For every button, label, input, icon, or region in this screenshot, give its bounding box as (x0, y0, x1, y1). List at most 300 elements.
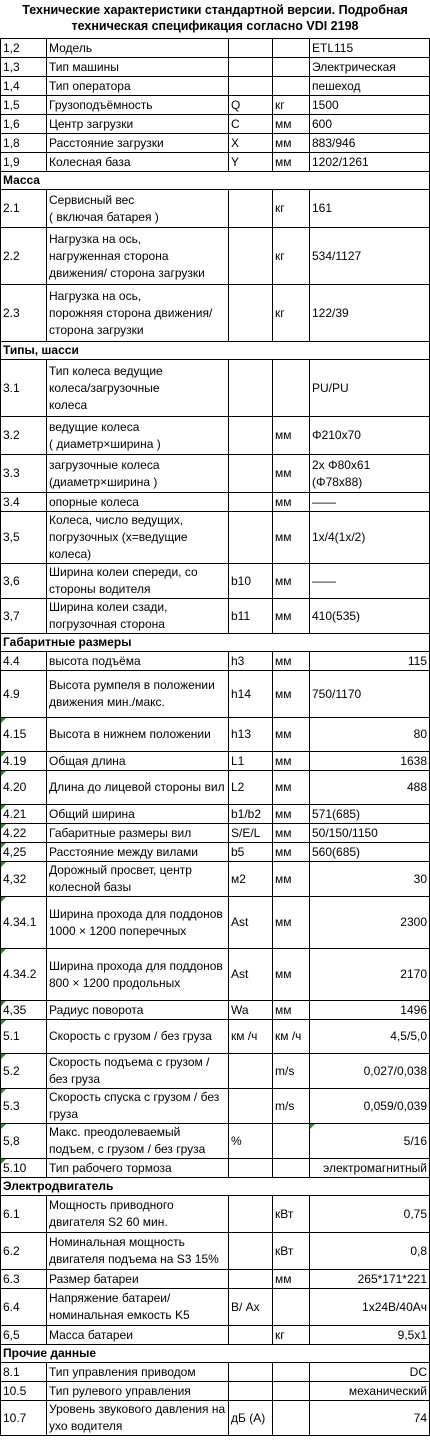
parameter-line: ( включая батарея ) (49, 209, 159, 224)
row-value (310, 1054, 430, 1089)
row-number: 1,3 (1, 58, 47, 77)
row-parameter (47, 1326, 229, 1345)
parameter-line: Напряжение батареи/ номинальная емкость K5 (49, 1291, 190, 1322)
parameter-line: Нагрузка на ось, (49, 288, 142, 303)
row-value (310, 771, 430, 805)
row-number: 6.3 (1, 1270, 47, 1289)
table-row (1, 58, 430, 77)
section-row (1, 342, 430, 360)
value-line: 1x/4(1x/2) (312, 530, 366, 544)
parameter-line: Модель (49, 40, 93, 55)
parameter-line: ведущие колеса (49, 419, 140, 434)
row-symbol (229, 455, 273, 493)
row-symbol (229, 360, 273, 417)
row-unit: кВт (273, 1233, 310, 1270)
table-row (1, 564, 430, 599)
row-parameter (47, 1020, 229, 1054)
parameter-line: Размер батареи (49, 1271, 139, 1286)
parameter-line: колеса (49, 397, 88, 412)
row-parameter (47, 96, 229, 115)
parameter-line: Скорость подъема с грузом / без груза (49, 1055, 210, 1086)
value-line: (Φ78x88) (312, 474, 363, 489)
row-unit: мм (273, 805, 310, 824)
row-number: 1,9 (1, 153, 47, 172)
table-row (1, 1196, 430, 1233)
row-value (310, 718, 430, 752)
row-symbol: h3 (229, 652, 273, 671)
value-line: 115 (407, 653, 427, 668)
parameter-line: Тип рулевого управления (49, 1383, 191, 1398)
table-row (1, 493, 430, 512)
section-heading: Габаритные размеры (1, 634, 430, 652)
row-unit (273, 1401, 310, 1436)
row-number: 10.5 (1, 1382, 47, 1401)
row-value (310, 671, 430, 718)
spec-table (0, 38, 430, 1436)
parameter-line: нагруженная сторона (49, 248, 169, 263)
row-unit (273, 39, 310, 58)
parameter-line: Длина до лицевой стороны вил (49, 780, 225, 794)
parameter-line: Тип управления приводом (49, 1364, 196, 1379)
row-value (310, 417, 430, 455)
value-line: 30 (413, 871, 427, 886)
section-heading: Масса (1, 172, 430, 190)
row-symbol: S/E/L (229, 824, 273, 843)
table-row (1, 752, 430, 771)
row-number: 6.1 (1, 1196, 47, 1233)
row-unit: мм (273, 1270, 310, 1289)
table-row (1, 1401, 430, 1436)
row-symbol (229, 77, 273, 96)
row-number: 4,35 (1, 1001, 47, 1020)
row-value (310, 1196, 430, 1233)
row-number: 5.1 (1, 1020, 47, 1054)
row-parameter (47, 153, 229, 172)
parameter-line: движения/ сторона загрузки (49, 265, 205, 280)
row-unit: мм (273, 564, 310, 599)
table-row (1, 153, 430, 172)
table-row (1, 949, 430, 1001)
parameter-line: Сервисный вес (49, 192, 135, 207)
table-row (1, 1382, 430, 1401)
row-parameter (47, 417, 229, 455)
table-row (1, 599, 430, 634)
table-row (1, 652, 430, 671)
row-symbol: X (229, 134, 273, 153)
row-value (310, 752, 430, 771)
row-value (310, 1401, 430, 1436)
row-unit: мм (273, 862, 310, 897)
table-row (1, 718, 430, 752)
row-unit: мм (273, 824, 310, 843)
row-symbol (229, 1196, 273, 1233)
value-line: электромагнитный (323, 1160, 427, 1175)
row-unit: мм (273, 671, 310, 718)
table-row (1, 455, 430, 493)
row-symbol: L2 (229, 771, 273, 805)
table-row (1, 1326, 430, 1345)
row-number: 5.10 (1, 1159, 47, 1178)
row-parameter (47, 1289, 229, 1326)
row-value (310, 652, 430, 671)
row-number: 2.3 (1, 285, 47, 342)
table-row (1, 77, 430, 96)
row-number: 10.7 (1, 1401, 47, 1436)
row-number: 6,5 (1, 1326, 47, 1345)
row-symbol: В/ Ах (229, 1289, 273, 1326)
value-line: Электрическая (312, 59, 396, 74)
row-value (310, 564, 430, 599)
row-symbol: h14 (229, 671, 273, 718)
row-number: 3.2 (1, 417, 47, 455)
parameter-line: (диаметр×ширина ) (49, 474, 158, 489)
parameter-line: Скорость с грузом / без груза (49, 1029, 212, 1043)
value-line: 488 (406, 780, 427, 794)
row-value (310, 153, 430, 172)
row-symbol: Q (229, 96, 273, 115)
row-unit: мм (273, 843, 310, 862)
table-row (1, 190, 430, 228)
table-row (1, 1001, 430, 1020)
row-unit: кг (273, 1326, 310, 1345)
row-value (310, 599, 430, 634)
row-symbol: h13 (229, 718, 273, 752)
row-unit: кг (273, 285, 310, 342)
row-number: 4.22 (1, 824, 47, 843)
row-symbol: b11 (229, 599, 273, 634)
parameter-line: Общий ширина (49, 806, 135, 821)
value-line: 2300 (400, 915, 427, 929)
table-row (1, 897, 430, 949)
row-unit (273, 1382, 310, 1401)
row-value (310, 949, 430, 1001)
parameter-line: Ширина прохода для поддонов 1000 × 1200 поперечных (49, 906, 223, 938)
row-number: 4.15 (1, 718, 47, 752)
row-parameter (47, 134, 229, 153)
row-unit: мм (273, 652, 310, 671)
parameter-line: Высота в нижнем положении (49, 727, 211, 741)
row-symbol (229, 39, 273, 58)
row-symbol (229, 58, 273, 77)
table-row (1, 1124, 430, 1159)
row-unit (273, 1289, 310, 1326)
row-symbol: C (229, 115, 273, 134)
row-parameter (47, 599, 229, 634)
table-row (1, 360, 430, 417)
table-row (1, 1363, 430, 1382)
row-value (310, 862, 430, 897)
table-row (1, 512, 430, 564)
value-line: 122/39 (312, 305, 349, 320)
row-unit: мм (273, 512, 310, 564)
row-symbol (229, 285, 273, 342)
value-line: 750/1170 (312, 686, 362, 701)
row-unit: m/s (273, 1089, 310, 1124)
row-value (310, 1326, 430, 1345)
row-number: 3,7 (1, 599, 47, 634)
row-unit: км /ч (273, 1020, 310, 1054)
row-number: 6.2 (1, 1233, 47, 1270)
parameter-line: Мощность приводного двигателя S2 60 мин. (49, 1198, 174, 1229)
row-unit: мм (273, 134, 310, 153)
value-line: 410(535) (312, 608, 361, 623)
row-unit: кВт (273, 1196, 310, 1233)
row-parameter (47, 1089, 229, 1124)
row-number: 3,5 (1, 512, 47, 564)
row-parameter (47, 1001, 229, 1020)
row-number: 3,6 (1, 564, 47, 599)
row-symbol: b1/b2 (229, 805, 273, 824)
row-number: 5.2 (1, 1054, 47, 1089)
row-unit (273, 1363, 310, 1382)
row-unit (273, 1124, 310, 1159)
row-value (310, 77, 430, 96)
value-line: PU/PU (312, 380, 349, 395)
row-symbol: дБ (А) (229, 1401, 273, 1436)
row-unit: мм (273, 897, 310, 949)
row-number: 1,6 (1, 115, 47, 134)
row-number: 4.9 (1, 671, 47, 718)
value-line: 0,027/0,038 (363, 1063, 427, 1078)
row-parameter (47, 652, 229, 671)
row-symbol (229, 190, 273, 228)
parameter-line: порожняя сторона движения/ (49, 305, 213, 320)
row-parameter (47, 285, 229, 342)
row-unit: мм (273, 455, 310, 493)
row-parameter (47, 1270, 229, 1289)
row-symbol (229, 1054, 273, 1089)
table-row (1, 671, 430, 718)
row-parameter (47, 190, 229, 228)
table-row (1, 1089, 430, 1124)
row-unit: кг (273, 96, 310, 115)
table-row (1, 1159, 430, 1178)
row-number: 3.1 (1, 360, 47, 417)
row-symbol (229, 1270, 273, 1289)
parameter-line: Масса батареи (49, 1327, 133, 1342)
row-parameter (47, 1196, 229, 1233)
section-row (1, 634, 430, 652)
row-unit: мм (273, 493, 310, 512)
row-value (310, 360, 430, 417)
row-symbol: м2 (229, 862, 273, 897)
row-value (310, 1159, 430, 1178)
row-value (310, 824, 430, 843)
row-number: 4.19 (1, 752, 47, 771)
parameter-line: Высота румпеля в положении движения мин./макс. (49, 678, 215, 709)
parameter-line: Ширина колеи сзади, погрузочная сторона (49, 600, 168, 631)
row-parameter (47, 805, 229, 824)
value-line: 80 (413, 727, 427, 741)
row-number: 4,32 (1, 862, 47, 897)
row-number: 3.4 (1, 493, 47, 512)
row-parameter (47, 771, 229, 805)
row-parameter (47, 512, 229, 564)
row-symbol (229, 1326, 273, 1345)
value-line: ETL115 (312, 40, 354, 55)
row-unit: m/s (273, 1054, 310, 1089)
section-heading: Прочие данные (1, 1345, 430, 1363)
parameter-line: Номинальная мощность двигателя подъема на S3 15% (49, 1235, 219, 1266)
row-unit: мм (273, 417, 310, 455)
row-number: 1,5 (1, 96, 47, 115)
value-line: 534/1127 (312, 248, 362, 263)
parameter-line: Грузоподъёмность (49, 97, 153, 112)
row-parameter (47, 949, 229, 1001)
row-value (310, 897, 430, 949)
row-parameter (47, 77, 229, 96)
row-number: 4.4 (1, 652, 47, 671)
row-parameter (47, 1363, 229, 1382)
row-symbol: L1 (229, 752, 273, 771)
row-parameter (47, 39, 229, 58)
row-parameter (47, 228, 229, 285)
row-value (310, 1270, 430, 1289)
row-value (310, 96, 430, 115)
row-parameter (47, 360, 229, 417)
row-parameter (47, 862, 229, 897)
row-number: 1,4 (1, 77, 47, 96)
parameter-line: Дорожный просвет, центр колесной базы (49, 863, 192, 894)
row-value (310, 1233, 430, 1270)
row-number: 4.21 (1, 805, 47, 824)
row-value (310, 805, 430, 824)
table-row (1, 39, 430, 58)
value-line: —— (312, 573, 336, 588)
row-symbol (229, 1089, 273, 1124)
row-number: 1,8 (1, 134, 47, 153)
row-parameter (47, 1054, 229, 1089)
row-symbol: b10 (229, 564, 273, 599)
parameter-line: опорные колеса (49, 494, 139, 509)
row-symbol (229, 493, 273, 512)
row-parameter (47, 493, 229, 512)
value-line: пешеход (312, 78, 361, 93)
row-value (310, 190, 430, 228)
row-number: 2.1 (1, 190, 47, 228)
value-line: 2x Φ80x61 (312, 457, 371, 472)
table-row (1, 805, 430, 824)
row-value (310, 1124, 430, 1159)
table-row (1, 228, 430, 285)
parameter-line: ( диаметр×ширина ) (49, 436, 161, 451)
parameter-line: высота подъёма (49, 653, 141, 668)
table-row (1, 1270, 430, 1289)
value-line: 0,75 (403, 1206, 427, 1221)
table-row (1, 134, 430, 153)
table-row (1, 96, 430, 115)
row-value (310, 39, 430, 58)
row-symbol: Wa (229, 1001, 273, 1020)
row-unit (273, 360, 310, 417)
parameter-line: Тип рабочего тормоза (49, 1160, 172, 1175)
row-symbol (229, 512, 273, 564)
row-number: 8.1 (1, 1363, 47, 1382)
parameter-line: Тип колеса ведущие (49, 363, 163, 378)
row-number: 4.34.2 (1, 949, 47, 1001)
row-parameter (47, 1159, 229, 1178)
table-row (1, 824, 430, 843)
value-line: DC (409, 1364, 427, 1379)
value-line: 161 (312, 201, 333, 215)
table-row (1, 1289, 430, 1326)
row-parameter (47, 752, 229, 771)
row-parameter (47, 455, 229, 493)
table-row (1, 1020, 430, 1054)
row-number: 6.4 (1, 1289, 47, 1326)
row-number: 4.34.1 (1, 897, 47, 949)
table-row (1, 771, 430, 805)
row-unit: мм (273, 771, 310, 805)
row-symbol: % (229, 1124, 273, 1159)
value-line: 1500 (312, 97, 339, 112)
row-parameter (47, 1382, 229, 1401)
row-parameter (47, 824, 229, 843)
section-row (1, 172, 430, 190)
parameter-line: Нагрузка на ось, (49, 231, 142, 246)
parameter-line: загрузочные колеса (49, 457, 160, 472)
parameter-line: Габаритные размеры вил (49, 825, 192, 840)
parameter-line: Уровень звукового давления на ухо водителя (49, 1402, 226, 1433)
row-value (310, 228, 430, 285)
value-line: 50/150/1150 (312, 825, 378, 840)
parameter-line: колеса/загрузочные (49, 380, 160, 395)
row-parameter (47, 58, 229, 77)
row-unit: мм (273, 115, 310, 134)
value-line: 2170 (400, 967, 427, 981)
value-line: —— (312, 494, 336, 509)
value-line: 600 (312, 116, 333, 131)
row-unit (273, 77, 310, 96)
value-line: 883/946 (312, 135, 356, 150)
row-value (310, 1289, 430, 1326)
parameter-line: Общая длина (49, 753, 126, 768)
parameter-line: Центр загрузки (49, 116, 134, 131)
value-line: Φ210x70 (312, 428, 361, 442)
row-parameter (47, 718, 229, 752)
row-parameter (47, 843, 229, 862)
row-unit (273, 58, 310, 77)
row-value (310, 134, 430, 153)
parameter-line: Расстояние между вилами (49, 844, 199, 859)
table-row (1, 1233, 430, 1270)
table-row (1, 285, 430, 342)
row-symbol (229, 417, 273, 455)
parameter-line: сторона загрузки (49, 322, 144, 337)
row-symbol (229, 1363, 273, 1382)
row-value (310, 115, 430, 134)
row-symbol: Y (229, 153, 273, 172)
document-title: Технические характеристики стандартной версии. Подробная техническая спецификация согласно VDI 2198 (22, 3, 408, 33)
row-number: 5,8 (1, 1124, 47, 1159)
parameter-line: Радиус поворота (49, 1002, 144, 1017)
row-unit: кг (273, 190, 310, 228)
parameter-line: Скорость спуска с грузом / без груза (49, 1090, 220, 1121)
table-row (1, 843, 430, 862)
row-unit: кг (273, 228, 310, 285)
row-value (310, 1382, 430, 1401)
table-row (1, 417, 430, 455)
row-value (310, 1020, 430, 1054)
row-value (310, 1089, 430, 1124)
row-symbol: b5 (229, 843, 273, 862)
section-row (1, 1178, 430, 1196)
parameter-line: Колеса, число ведущих, погрузочных (x=ведущие колеса) (49, 513, 188, 561)
table-row (1, 1054, 430, 1089)
row-parameter (47, 897, 229, 949)
row-symbol (229, 1233, 273, 1270)
row-symbol: км /ч (229, 1020, 273, 1054)
